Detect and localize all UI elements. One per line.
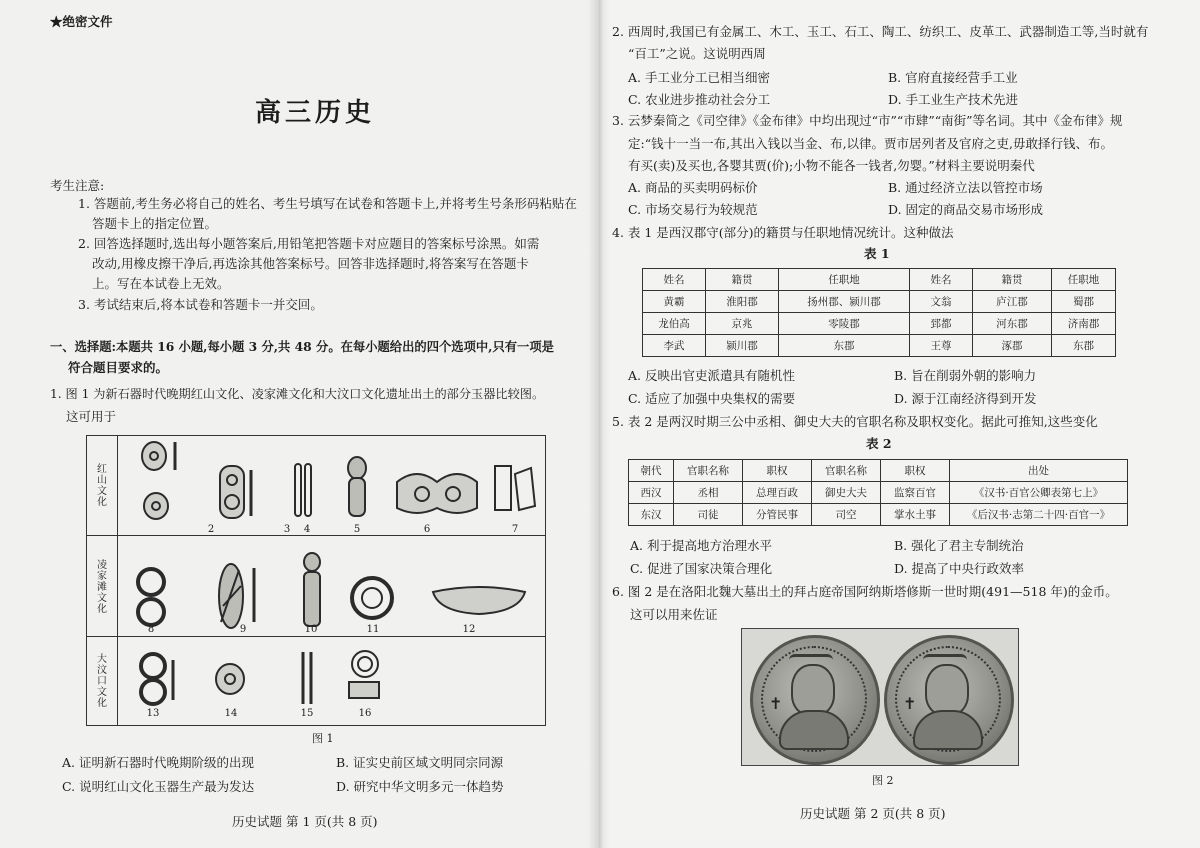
question-4-option-d[interactable]: D. 源于江南经济得到开发 <box>894 391 1037 406</box>
table-cell: 涿郡 <box>973 335 1052 357</box>
table-cell: 分管民事 <box>743 504 812 526</box>
table-row <box>629 504 1128 526</box>
table-cell: 《后汉书·志第二十四·百官一》 <box>950 504 1128 526</box>
table-1 <box>642 268 1116 357</box>
question-1-option-d[interactable]: D. 研究中华文明多元一体趋势 <box>336 779 504 794</box>
table-cell: 文翁 <box>910 291 973 313</box>
question-3-stem-cont: 有买(卖)及买也,各婴其贾(价);小物不能各一钱者,勿婴。”材料主要说明秦代 <box>628 158 1035 173</box>
table-cell: 司徒 <box>674 504 743 526</box>
figure-1-jade-comparison <box>86 435 546 726</box>
table-header: 官职名称 <box>812 460 881 482</box>
question-2-stem: 2. 西周时,我国已有金属工、木工、玉工、石工、陶工、纺织工、皮革工、武器制造工等,当时就有 <box>612 24 1149 39</box>
figure-number: 5 <box>353 524 361 535</box>
table-cell: 丞相 <box>674 482 743 504</box>
row-label-hongshan: 红山文化 <box>97 464 107 508</box>
table-cell: 济南郡 <box>1052 313 1116 335</box>
cross-icon: ✝ <box>769 694 783 713</box>
table-header: 姓名 <box>910 269 973 291</box>
table-row <box>643 291 1116 313</box>
cross-icon: ✝ <box>903 694 917 713</box>
question-4-option-b[interactable]: B. 旨在削弱外朝的影响力 <box>894 368 1037 383</box>
table-header: 朝代 <box>629 460 674 482</box>
table-header: 官职名称 <box>674 460 743 482</box>
notice-line: 1. 答题前,考生务必将自己的姓名、考生号填写在试卷和答题卡上,并将考生号条形码粘贴在 <box>78 196 577 211</box>
figure-number: 14 <box>224 708 238 719</box>
question-4-option-c[interactable]: C. 适应了加强中央集权的需要 <box>628 391 796 406</box>
table-cell: 御史大夫 <box>812 482 881 504</box>
table-row <box>643 313 1116 335</box>
figure-2-gold-coins <box>741 628 1019 766</box>
exam-title: 高三历史 <box>255 98 376 128</box>
table-1-caption: 表 1 <box>864 246 890 261</box>
table-cell: 监察百官 <box>881 482 950 504</box>
figure-number: 6 <box>423 524 431 535</box>
question-3-option-a[interactable]: A. 商品的买卖明码标价 <box>628 180 758 195</box>
table-header: 任职地 <box>779 269 910 291</box>
table-header: 任职地 <box>1052 269 1116 291</box>
table-cell: 掌水土事 <box>881 504 950 526</box>
question-2-option-d[interactable]: D. 手工业生产技术先进 <box>888 92 1019 107</box>
figure-number: 4 <box>303 524 311 535</box>
table-row <box>629 460 1128 482</box>
table-cell: 颍川郡 <box>706 335 779 357</box>
table-header: 籍贯 <box>973 269 1052 291</box>
question-3-option-c[interactable]: C. 市场交易行为较规范 <box>628 202 758 217</box>
notice-heading: 考生注意: <box>50 178 105 193</box>
question-1-option-a[interactable]: A. 证明新石器时代晚期阶级的出现 <box>62 755 254 770</box>
question-6-stem: 6. 图 2 是在洛阳北魏大墓出土的拜占庭帝国阿纳斯塔修斯一世时期(491—518 年)的金币。 <box>612 584 1118 599</box>
figure-number: 9 <box>239 624 247 635</box>
question-5-stem: 5. 表 2 是两汉时期三公中丞相、御史大夫的官职名称及职权变化。据此可推知,这些变化 <box>612 414 1098 429</box>
section-heading: 一、选择题:本题共 16 小题,每小题 3 分,共 48 分。在每小题给出的四个选项中,只有一项是 <box>50 339 554 354</box>
table-cell: 郅都 <box>910 313 973 335</box>
table-cell: 西汉 <box>629 482 674 504</box>
table-cell: 李武 <box>643 335 706 357</box>
table-header: 出处 <box>950 460 1128 482</box>
figure-number: 16 <box>358 708 372 719</box>
table-cell: 东汉 <box>629 504 674 526</box>
question-3-stem-cont: 定:“钱十一当一布,其出入钱以当金、布,以律。贾市居列者及官府之吏,毋敢择行钱、布。 <box>628 136 1114 151</box>
table-cell: 《汉书·百官公卿表第七上》 <box>950 482 1128 504</box>
row-label-lingjiatan: 凌家滩文化 <box>97 560 107 615</box>
table-cell: 河东郡 <box>973 313 1052 335</box>
question-1-stem: 1. 图 1 为新石器时代晚期红山文化、凌家滩文化和大汶口文化遗址出土的部分玉器比较图。 <box>50 387 545 401</box>
figure-number: 15 <box>300 708 314 719</box>
question-2-stem-cont: “百工”之说。这说明西周 <box>628 46 766 61</box>
table-row <box>643 335 1116 357</box>
table-cell: 蜀郡 <box>1052 291 1116 313</box>
table-cell: 淮阳郡 <box>706 291 779 313</box>
figure-number: 11 <box>366 624 380 635</box>
table-header: 职权 <box>743 460 812 482</box>
figure-number: 10 <box>304 624 318 635</box>
question-2-option-b[interactable]: B. 官府直接经营手工业 <box>888 70 1018 85</box>
row-label-dawenkou: 大汶口文化 <box>97 654 107 709</box>
section-heading-cont: 符合题目要求的。 <box>68 360 169 375</box>
question-3-option-d[interactable]: D. 固定的商品交易市场形成 <box>888 202 1044 217</box>
table-header: 籍贯 <box>706 269 779 291</box>
figure-number: 8 <box>147 624 155 635</box>
table-2-caption: 表 2 <box>866 436 892 451</box>
question-5-option-a[interactable]: A. 利于提高地方治理水平 <box>630 538 772 553</box>
question-5-option-c[interactable]: C. 促进了国家决策合理化 <box>630 561 773 576</box>
notice-line: 2. 回答选择题时,选出每小题答案后,用铅笔把答题卡对应题目的答案标号涂黑。如需 <box>78 236 540 251</box>
coin-reverse <box>884 635 1014 765</box>
table-cell: 零陵郡 <box>779 313 910 335</box>
question-2-option-a[interactable]: A. 手工业分工已相当细密 <box>628 70 770 85</box>
question-5-option-d[interactable]: D. 提高了中央行政效率 <box>894 561 1025 576</box>
table-cell: 东郡 <box>779 335 910 357</box>
question-1-option-b[interactable]: B. 证实史前区域文明同宗同源 <box>336 755 504 770</box>
figure-number: 7 <box>511 524 519 535</box>
figure-number: 12 <box>462 624 476 635</box>
page-footer-right: 历史试题 第 2 页(共 8 页) <box>800 806 946 821</box>
table-cell: 总理百政 <box>743 482 812 504</box>
question-5-option-b[interactable]: B. 强化了君主专制统治 <box>894 538 1024 553</box>
secret-mark: ★绝密文件 <box>50 14 113 29</box>
table-cell: 庐江郡 <box>973 291 1052 313</box>
notice-line: 上。写在本试卷上无效。 <box>92 276 230 291</box>
table-header: 职权 <box>881 460 950 482</box>
question-1-stem-cont: 这可用于 <box>66 409 117 424</box>
coin-obverse <box>750 635 880 765</box>
question-3-stem: 3. 云梦秦简之《司空律》《金布律》中均出现过“市”“市肆”“南街”等名词。其中《金布律》规 <box>612 113 1123 128</box>
figure-1-caption: 图 1 <box>312 732 334 745</box>
page-fold <box>588 0 610 848</box>
figure-number: 13 <box>146 708 160 719</box>
notice-line: 答题卡上的指定位置。 <box>92 216 218 231</box>
figure-2-caption: 图 2 <box>872 774 894 787</box>
table-row <box>629 482 1128 504</box>
table-cell: 龙伯高 <box>643 313 706 335</box>
table-cell: 京兆 <box>706 313 779 335</box>
figure-number: 3 <box>283 524 291 535</box>
question-4-stem: 4. 表 1 是西汉郡守(部分)的籍贯与任职地情况统计。这种做法 <box>612 225 954 240</box>
table-cell: 扬州郡、颍川郡 <box>779 291 910 313</box>
question-2-option-c[interactable]: C. 农业进步推动社会分工 <box>628 92 771 107</box>
page-footer-left: 历史试题 第 1 页(共 8 页) <box>232 814 378 829</box>
jade-artifacts-drawing <box>117 436 545 725</box>
figure-number: 2 <box>207 524 215 535</box>
table-cell: 东郡 <box>1052 335 1116 357</box>
table-2 <box>628 459 1128 526</box>
question-6-stem-cont: 这可以用来佐证 <box>630 607 718 622</box>
question-1-option-c[interactable]: C. 说明红山文化玉器生产最为发达 <box>62 779 255 794</box>
notice-line: 3. 考试结束后,将本试卷和答题卡一并交回。 <box>78 297 323 312</box>
notice-line: 改动,用橡皮擦干净后,再选涂其他答案标号。回答非选择题时,将答案写在答题卡 <box>92 256 529 271</box>
table-header: 姓名 <box>643 269 706 291</box>
question-4-option-a[interactable]: A. 反映出官吏派遣具有随机性 <box>628 368 795 383</box>
question-3-option-b[interactable]: B. 通过经济立法以管控市场 <box>888 180 1043 195</box>
table-cell: 王尊 <box>910 335 973 357</box>
table-cell: 司空 <box>812 504 881 526</box>
table-row <box>643 269 1116 291</box>
table-cell: 黄霸 <box>643 291 706 313</box>
